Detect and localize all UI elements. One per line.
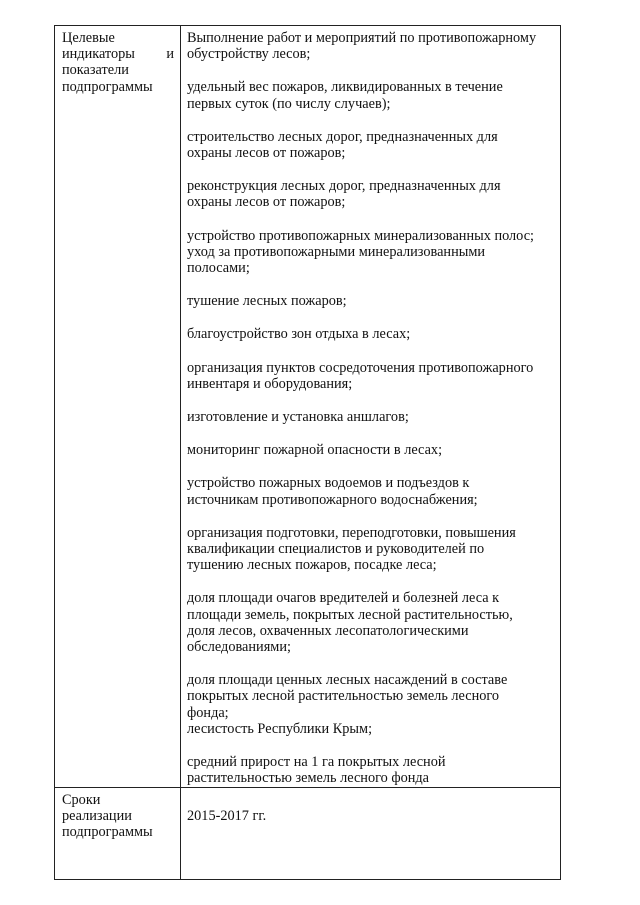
indicator-line: обследованиями; [187, 639, 291, 656]
table-row-timeline [55, 787, 561, 879]
table-row-indicators [55, 26, 561, 788]
indicator-line: тушению лесных пожаров, посадке леса; [187, 557, 437, 574]
indicator-line: полосами; [187, 260, 250, 277]
indicator-line: устройство противопожарных минерализованных полос; [187, 227, 535, 244]
indicator-item [187, 525, 556, 574]
indicator-line: площади земель, покрытых лесной растительностью, [187, 606, 513, 623]
indicator-line: доля лесов, охваченных лесопатологическими [187, 622, 469, 639]
indicator-line: средний прирост на 1 га покрытых лесной [187, 754, 446, 771]
label-line: Целевые [62, 30, 115, 46]
indicator-line: первых суток (по числу случаев); [187, 95, 391, 112]
indicator-line: источникам противопожарного водоснабжения; [187, 491, 478, 508]
timeline-value [187, 808, 556, 824]
row-label-timeline [55, 787, 181, 879]
indicator-line: изготовление и установка аншлагов; [187, 409, 409, 426]
indicator-item [187, 129, 556, 161]
indicator-line: охраны лесов от пожаров; [187, 194, 346, 211]
indicator-line: строительство лесных дорог, предназначенных для [187, 128, 498, 145]
indicator-item [187, 30, 556, 62]
label-line: подпрограммы [62, 78, 153, 95]
indicator-item [187, 79, 556, 111]
indicator-item [187, 360, 556, 392]
row-label-indicators [55, 26, 181, 788]
indicator-line: квалификации специалистов и руководителей по [187, 541, 485, 558]
indicator-item [187, 672, 556, 737]
label-line: реализации [62, 807, 132, 824]
indicator-line: охраны лесов от пожаров; [187, 145, 346, 162]
indicator-line: доля площади ценных лесных насаждений в составе [187, 672, 508, 689]
indicator-line: реконструкция лесных дорог, предназначенных для [187, 178, 501, 195]
label-line: индикаторы и [62, 46, 174, 63]
indicator-item [187, 178, 556, 210]
label-line: Сроки [62, 791, 101, 808]
indicator-line: лесистость Республики Крым; [187, 720, 373, 737]
indicator-line: организация пунктов сосредоточения противопожарного [187, 359, 534, 376]
indicator-line: организация подготовки, переподготовки, повышения [187, 524, 516, 541]
label-line: показатели [62, 62, 129, 79]
indicator-item [187, 475, 556, 507]
indicator-line: фонда; [187, 704, 229, 721]
row-content-indicators [181, 26, 561, 788]
indicator-line: растительностью земель лесного фонда [187, 770, 430, 787]
indicator-item [187, 293, 556, 309]
indicator-line: покрытых лесной растительностью земель лесного [187, 688, 500, 705]
indicator-line: доля площади очагов вредителей и болезней леса к [187, 590, 500, 607]
indicator-item [187, 228, 556, 277]
row-content-timeline [181, 787, 561, 879]
indicator-line: мониторинг пожарной опасности в лесах; [187, 442, 443, 459]
indicator-line: обустройству лесов; [187, 46, 311, 63]
indicator-item [187, 442, 556, 458]
indicator-line: инвентаря и оборудования; [187, 375, 353, 392]
indicator-line: удельный вес пожаров, ликвидированных в течение [187, 79, 503, 96]
indicator-item [187, 326, 556, 342]
indicator-line: благоустройство зон отдыха в лесах; [187, 326, 411, 343]
indicator-line: Выполнение работ и мероприятий по противопожарному [187, 30, 537, 46]
indicator-line: устройство пожарных водоемов и подъездов к [187, 475, 470, 492]
label-line: подпрограммы [62, 823, 153, 840]
indicator-line: уход за противопожарными минерализованными [187, 243, 486, 260]
timeline-line: 2015-2017 гг. [187, 807, 267, 824]
passport-table [54, 25, 561, 880]
indicator-item [187, 590, 556, 655]
indicator-line: тушение лесных пожаров; [187, 293, 347, 310]
indicator-item [187, 754, 556, 786]
indicator-item [187, 409, 556, 425]
